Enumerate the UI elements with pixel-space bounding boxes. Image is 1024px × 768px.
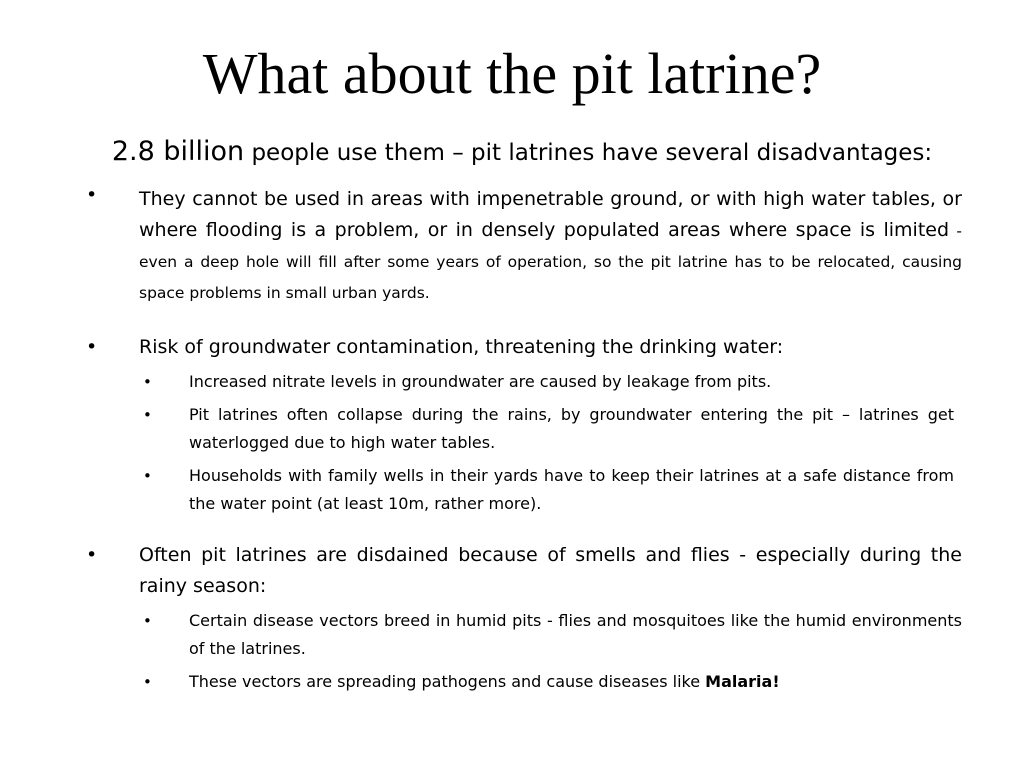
sub-bullet-marker: • [143, 373, 152, 391]
bullet-text: Often pit latrines are disdained because of smells and flies - especially during the rainy season: [139, 544, 962, 597]
sub-bullet-marker: • [143, 673, 152, 691]
sub-bullet-marker: • [143, 467, 152, 485]
slide-subtitle [0, 130, 1024, 175]
sub-bullet-item [143, 462, 954, 518]
subtitle-rest: people use them – pit latrines have several disadvantages: [244, 140, 933, 166]
bullet-marker: • [86, 336, 98, 358]
bullet-item-1 [86, 180, 962, 308]
sub-bullet-text: Certain disease vectors breed in humid pits - flies and mosquitoes like the humid environments of the latrines. [189, 611, 962, 658]
sub-bullet-item [143, 607, 962, 663]
sub-bullet-item [143, 368, 954, 396]
slide-title: What about the pit latrine? [202, 41, 822, 106]
subtitle-lead: 2.8 billion [111, 136, 245, 167]
bullet-list [0, 180, 1024, 696]
bullet-marker: • [86, 184, 98, 206]
sub-bullet-text: Increased nitrate levels in groundwater are caused by leakage from pits. [189, 372, 772, 391]
bullet-item-2 [86, 332, 962, 363]
emphasis-text: Malaria! [705, 672, 780, 691]
bullet-item-3 [86, 540, 962, 602]
bullet-marker: • [86, 544, 98, 566]
sub-bullet-text: Households with family wells in their yards have to keep their latrines at a safe distance from the water point (at least 10m, rather more). [189, 466, 954, 513]
sub-bullet-marker: • [143, 406, 152, 424]
bullet-text: Risk of groundwater contamination, threatening the drinking water: [139, 336, 784, 358]
bullet-text: They cannot be used in areas with impenetrable ground, or with high water tables, or where flooding is a problem, or in densely populated areas where space is limited [139, 188, 962, 241]
sub-bullet-marker: • [143, 612, 152, 630]
bullet-detail-text: - even a deep hole will fill after some years of operation, so the pit latrine has to be relocated, causing space problems in small urban yards. [139, 222, 962, 302]
sub-bullet-text: Pit latrines often collapse during the rains, by groundwater entering the pit – latrines get waterlogged due to high water tables. [189, 405, 954, 452]
sub-bullet-item [143, 401, 954, 457]
sub-bullet-item [143, 668, 962, 696]
sub-bullet-text: These vectors are spreading pathogens and cause diseases like [189, 672, 706, 691]
